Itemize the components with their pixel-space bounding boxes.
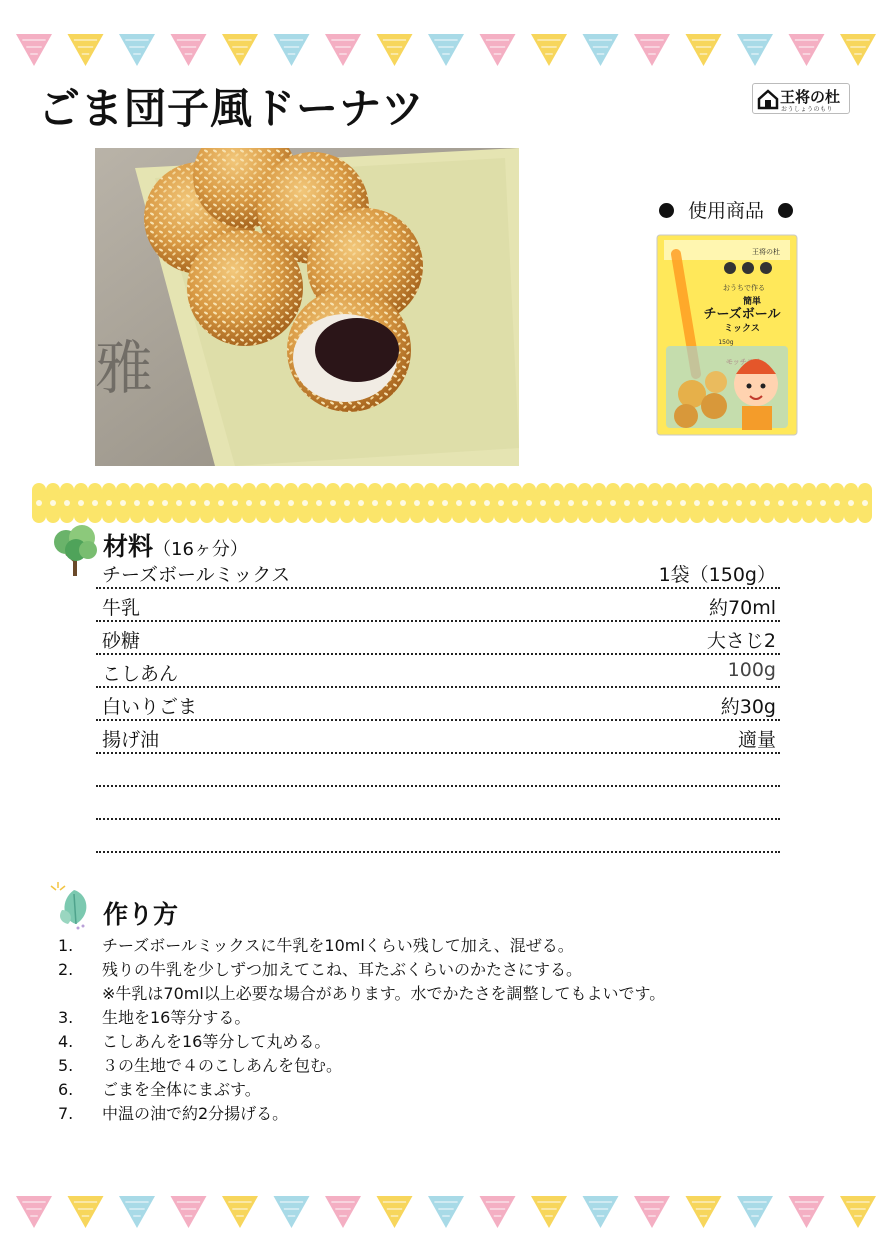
step-number: 6. bbox=[58, 1080, 74, 1099]
lace-scallop bbox=[46, 483, 60, 497]
svg-text:雅: 雅 bbox=[95, 334, 154, 402]
lace-scallop bbox=[774, 483, 788, 497]
pennant-flag bbox=[274, 1196, 310, 1228]
lace-scallop bbox=[228, 509, 242, 523]
lace-hole bbox=[554, 500, 560, 506]
lace-scallop bbox=[46, 509, 60, 523]
lace-scallop bbox=[214, 483, 228, 497]
pennant-flag bbox=[222, 34, 258, 66]
ingredient-amount: 大さじ2 bbox=[706, 630, 776, 652]
lace-scallop bbox=[494, 483, 508, 497]
lace-scallop bbox=[368, 483, 382, 497]
lace-scallop bbox=[424, 509, 438, 523]
lace-hole bbox=[610, 500, 616, 506]
lace-hole bbox=[512, 500, 518, 506]
lace-scallop bbox=[256, 483, 270, 497]
lace-scallop bbox=[480, 483, 494, 497]
step-item bbox=[58, 1030, 838, 1054]
product-package-image bbox=[656, 234, 798, 436]
ingredient-row-empty bbox=[96, 821, 780, 853]
lace-scallop bbox=[88, 509, 102, 523]
lace-scallop bbox=[74, 483, 88, 497]
ingredient-name: 牛乳 bbox=[102, 597, 141, 619]
lace-hole bbox=[190, 500, 196, 506]
lace-scallop bbox=[718, 509, 732, 523]
lace-hole bbox=[820, 500, 826, 506]
lace-scallop bbox=[186, 509, 200, 523]
lace-hole bbox=[442, 500, 448, 506]
logo-name: 王将の杜 bbox=[780, 88, 841, 106]
pennant-flag bbox=[171, 34, 207, 66]
lace-hole bbox=[260, 500, 266, 506]
lace-scallop bbox=[116, 509, 130, 523]
lace-hole bbox=[344, 500, 350, 506]
lace-scallop bbox=[32, 483, 46, 497]
lace-scallop bbox=[536, 483, 550, 497]
ingredient-amount: 1袋（150g） bbox=[658, 564, 776, 586]
brand-logo bbox=[752, 83, 850, 114]
lace-scallop bbox=[186, 483, 200, 497]
lace-hole bbox=[386, 500, 392, 506]
lace-scallop bbox=[564, 483, 578, 497]
lace-scallop bbox=[340, 483, 354, 497]
ingredient-row bbox=[96, 623, 780, 655]
lace-hole bbox=[778, 500, 784, 506]
ingredient-name: こしあん bbox=[102, 663, 179, 685]
lace-scallop bbox=[844, 483, 858, 497]
lace-scallop bbox=[382, 509, 396, 523]
lace-scallop bbox=[508, 483, 522, 497]
lace-scallop bbox=[326, 509, 340, 523]
lace-hole bbox=[78, 500, 84, 506]
lace-scallop bbox=[242, 509, 256, 523]
lace-scallop bbox=[858, 483, 872, 497]
pennant-flag bbox=[68, 1196, 104, 1228]
ingredient-row bbox=[96, 557, 780, 589]
lace-scallop bbox=[410, 509, 424, 523]
step-text: 残りの牛乳を少しずつ加えてこね、耳たぶくらいのかたさにする。 bbox=[102, 960, 583, 979]
lace-hole bbox=[106, 500, 112, 506]
lace-scallop bbox=[788, 483, 802, 497]
package-brand: 王将の杜 bbox=[752, 248, 780, 256]
ingredient-row bbox=[96, 722, 780, 754]
lace-hole bbox=[470, 500, 476, 506]
lace-hole bbox=[540, 500, 546, 506]
lace-hole bbox=[330, 500, 336, 506]
pennant-flag bbox=[480, 1196, 516, 1228]
lace-scallop bbox=[816, 483, 830, 497]
product-heading bbox=[646, 196, 806, 223]
bullet-dot-icon bbox=[778, 203, 793, 218]
pennant-banner-bottom bbox=[0, 1188, 886, 1238]
lace-hole bbox=[92, 500, 98, 506]
lace-hole bbox=[792, 500, 798, 506]
step-text: こしあんを16等分して丸める。 bbox=[102, 1032, 331, 1051]
lace-scallop bbox=[116, 483, 130, 497]
product-heading-text: 使用商品 bbox=[687, 200, 764, 222]
lace-band bbox=[32, 490, 872, 516]
lace-hole bbox=[134, 500, 140, 506]
house-icon bbox=[757, 88, 779, 110]
lace-scallop bbox=[242, 483, 256, 497]
lace-hole bbox=[64, 500, 70, 506]
lace-scallop bbox=[564, 509, 578, 523]
pennant-flag bbox=[16, 1196, 52, 1228]
lace-scallop bbox=[298, 483, 312, 497]
lace-scallop bbox=[270, 483, 284, 497]
lace-scallop bbox=[172, 509, 186, 523]
lace-scallop bbox=[88, 483, 102, 497]
lace-scallop bbox=[634, 483, 648, 497]
step-number: 7. bbox=[58, 1104, 74, 1123]
lace-hole bbox=[848, 500, 854, 506]
pennant-flag bbox=[480, 34, 516, 66]
lace-scallop bbox=[760, 483, 774, 497]
lace-scallop bbox=[144, 483, 158, 497]
pennant-flag bbox=[531, 34, 567, 66]
pennant-flag bbox=[325, 34, 361, 66]
pennant-flag bbox=[789, 1196, 825, 1228]
step-item bbox=[58, 1006, 838, 1030]
lace-scallop bbox=[438, 509, 452, 523]
lace-scallop bbox=[200, 483, 214, 497]
leaf-icon bbox=[48, 880, 96, 932]
step-text: ３の生地で４のこしあんを包む。 bbox=[102, 1056, 343, 1075]
ingredient-name: 揚げ油 bbox=[102, 729, 160, 751]
ingredient-row bbox=[96, 590, 780, 622]
lace-scallop bbox=[270, 509, 284, 523]
lace-hole bbox=[428, 500, 434, 506]
lace-hole bbox=[218, 500, 224, 506]
lace-hole bbox=[274, 500, 280, 506]
lace-hole bbox=[736, 500, 742, 506]
lace-scallop bbox=[732, 509, 746, 523]
ingredient-name: 白いりごま bbox=[102, 696, 198, 718]
lace-scallop bbox=[830, 509, 844, 523]
lace-scallop bbox=[522, 483, 536, 497]
lace-scallop bbox=[60, 483, 74, 497]
pennant-flag bbox=[119, 1196, 155, 1228]
lace-hole bbox=[806, 500, 812, 506]
lace-scallop bbox=[648, 483, 662, 497]
package-line2: 簡単 bbox=[742, 297, 762, 307]
method-heading: 作り方 bbox=[103, 900, 179, 929]
lace-hole bbox=[652, 500, 658, 506]
package-line1: おうちで作る bbox=[723, 284, 765, 292]
step-text: 中温の油で約2分揚げる。 bbox=[102, 1104, 289, 1123]
lace-hole bbox=[708, 500, 714, 506]
lace-hole bbox=[526, 500, 532, 506]
lace-scallop bbox=[32, 509, 46, 523]
lace-scallop bbox=[620, 509, 634, 523]
lace-hole bbox=[36, 500, 42, 506]
pennant-flag bbox=[634, 1196, 670, 1228]
pennant-flag bbox=[634, 34, 670, 66]
pennant-flag bbox=[325, 1196, 361, 1228]
lace-scallop bbox=[634, 509, 648, 523]
lace-hole bbox=[498, 500, 504, 506]
step-item bbox=[58, 1102, 838, 1126]
step-number: 5. bbox=[58, 1056, 74, 1075]
lace-scallop bbox=[578, 509, 592, 523]
lace-hole bbox=[162, 500, 168, 506]
lace-divider bbox=[32, 480, 872, 526]
page-title: ごま団子風ドーナツ bbox=[38, 84, 425, 133]
step-text: 生地を16等分する。 bbox=[102, 1008, 251, 1027]
lace-hole bbox=[176, 500, 182, 506]
lace-scallop bbox=[452, 483, 466, 497]
lace-scallop bbox=[354, 509, 368, 523]
lace-scallop bbox=[214, 509, 228, 523]
lace-hole bbox=[288, 500, 294, 506]
lace-scallop bbox=[606, 483, 620, 497]
pennant-banner-top bbox=[0, 26, 886, 76]
lace-scallop bbox=[746, 509, 760, 523]
lace-scallop bbox=[326, 483, 340, 497]
lace-scallop bbox=[676, 509, 690, 523]
lace-scallop bbox=[704, 509, 718, 523]
lace-scallop bbox=[816, 509, 830, 523]
lace-scallop bbox=[256, 509, 270, 523]
step-text: ごまを全体にまぶす。 bbox=[102, 1080, 261, 1099]
lace-hole bbox=[204, 500, 210, 506]
lace-scallop bbox=[606, 509, 620, 523]
ingredient-amount: 100g bbox=[727, 659, 776, 681]
lace-scallop bbox=[368, 509, 382, 523]
lace-scallop bbox=[718, 483, 732, 497]
lace-scallop bbox=[788, 509, 802, 523]
ingredient-name: 砂糖 bbox=[102, 630, 141, 652]
ingredient-list bbox=[96, 557, 780, 854]
lace-hole bbox=[666, 500, 672, 506]
lace-hole bbox=[50, 500, 56, 506]
lace-scallop bbox=[312, 509, 326, 523]
pennant-flag bbox=[377, 34, 413, 66]
bullet-dot-icon bbox=[659, 203, 674, 218]
pennant-flag bbox=[171, 1196, 207, 1228]
lace-scallop bbox=[298, 509, 312, 523]
pennant-flag bbox=[737, 1196, 773, 1228]
step-number: 2. bbox=[58, 960, 74, 979]
step-item bbox=[58, 1078, 838, 1102]
lace-hole bbox=[316, 500, 322, 506]
pennant-flag bbox=[531, 1196, 567, 1228]
logo-subtitle: おうしょうのもり bbox=[781, 106, 834, 113]
ingredient-amount: 約70ml bbox=[709, 597, 776, 619]
lace-hole bbox=[596, 500, 602, 506]
pennant-flag bbox=[686, 1196, 722, 1228]
lace-hole bbox=[694, 500, 700, 506]
ingredient-amount: 適量 bbox=[737, 729, 776, 751]
ingredient-row bbox=[96, 689, 780, 721]
lace-scallop bbox=[536, 509, 550, 523]
lace-scallop bbox=[690, 483, 704, 497]
lace-scallop bbox=[452, 509, 466, 523]
lace-scallop bbox=[466, 483, 480, 497]
lace-scallop bbox=[60, 509, 74, 523]
lace-scallop bbox=[578, 483, 592, 497]
lace-scallop bbox=[424, 483, 438, 497]
pennant-flag bbox=[222, 1196, 258, 1228]
lace-scallop bbox=[494, 509, 508, 523]
lace-scallop bbox=[732, 483, 746, 497]
lace-scallop bbox=[102, 509, 116, 523]
step-number: 4. bbox=[58, 1032, 74, 1051]
method-steps bbox=[58, 934, 838, 1126]
lace-hole bbox=[484, 500, 490, 506]
pennant-flag bbox=[16, 34, 52, 66]
lace-hole bbox=[372, 500, 378, 506]
lace-hole bbox=[582, 500, 588, 506]
lace-hole bbox=[638, 500, 644, 506]
lace-scallop bbox=[130, 483, 144, 497]
lace-hole bbox=[400, 500, 406, 506]
pennant-flag bbox=[119, 34, 155, 66]
ingredient-amount: 約30g bbox=[720, 696, 776, 718]
lace-hole bbox=[246, 500, 252, 506]
lace-hole bbox=[624, 500, 630, 506]
pennant-flag bbox=[840, 34, 876, 66]
dish-photo bbox=[95, 148, 519, 466]
lace-scallop bbox=[158, 509, 172, 523]
lace-scallop bbox=[522, 509, 536, 523]
ingredient-name: チーズボールミックス bbox=[102, 564, 291, 586]
servings: （16ヶ分） bbox=[153, 539, 248, 560]
lace-hole bbox=[750, 500, 756, 506]
pennant-flag bbox=[428, 34, 464, 66]
lace-scallop bbox=[312, 483, 326, 497]
step-item bbox=[58, 958, 838, 982]
lace-scallop bbox=[158, 483, 172, 497]
lace-hole bbox=[680, 500, 686, 506]
lace-scallop bbox=[438, 483, 452, 497]
package-name2: ミックス bbox=[724, 324, 760, 334]
pennant-flag bbox=[377, 1196, 413, 1228]
lace-hole bbox=[414, 500, 420, 506]
lace-scallop bbox=[802, 483, 816, 497]
lace-hole bbox=[456, 500, 462, 506]
lace-scallop bbox=[662, 483, 676, 497]
ingredient-row-empty bbox=[96, 788, 780, 820]
lace-scallop bbox=[704, 483, 718, 497]
lace-scallop bbox=[844, 509, 858, 523]
lace-scallop bbox=[746, 483, 760, 497]
lace-scallop bbox=[466, 509, 480, 523]
lace-scallop bbox=[144, 509, 158, 523]
step-item bbox=[58, 934, 838, 958]
step-note bbox=[58, 982, 838, 1006]
step-number: 1. bbox=[58, 936, 74, 955]
pennant-flag bbox=[274, 34, 310, 66]
lace-scallop bbox=[396, 483, 410, 497]
package-weight: 150g bbox=[718, 339, 734, 346]
step-text: チーズボールミックスに牛乳を10mlくらい残して加え、混ぜる。 bbox=[102, 936, 574, 955]
lace-scallop bbox=[284, 509, 298, 523]
pennant-flag bbox=[583, 1196, 619, 1228]
step-text: ※牛乳は70ml以上必要な場合があります。水でかたさを調整してもよいです。 bbox=[102, 984, 666, 1003]
pennant-flag bbox=[737, 34, 773, 66]
lace-scallop bbox=[550, 509, 564, 523]
lace-scallop bbox=[592, 483, 606, 497]
lace-scallop bbox=[648, 509, 662, 523]
lace-scallop bbox=[354, 483, 368, 497]
lace-hole bbox=[862, 500, 868, 506]
lace-scallop bbox=[802, 509, 816, 523]
lace-scallop bbox=[550, 483, 564, 497]
lace-scallop bbox=[200, 509, 214, 523]
lace-hole bbox=[302, 500, 308, 506]
package-name: チーズボール bbox=[703, 307, 781, 322]
pennant-flag bbox=[686, 34, 722, 66]
lace-scallop bbox=[774, 509, 788, 523]
pennant-flag bbox=[583, 34, 619, 66]
lace-scallop bbox=[662, 509, 676, 523]
ingredient-row bbox=[96, 656, 780, 688]
lace-scallop bbox=[340, 509, 354, 523]
lace-scallop bbox=[382, 483, 396, 497]
lace-hole bbox=[232, 500, 238, 506]
pennant-flag bbox=[428, 1196, 464, 1228]
lace-scallop bbox=[74, 509, 88, 523]
lace-hole bbox=[358, 500, 364, 506]
lace-scallop bbox=[172, 483, 186, 497]
lace-scallop bbox=[676, 483, 690, 497]
lace-scallop bbox=[396, 509, 410, 523]
lace-scallop bbox=[830, 483, 844, 497]
lace-hole bbox=[722, 500, 728, 506]
lace-scallop bbox=[592, 509, 606, 523]
tree-icon bbox=[50, 522, 100, 578]
lace-hole bbox=[568, 500, 574, 506]
lace-scallop bbox=[410, 483, 424, 497]
lace-hole bbox=[148, 500, 154, 506]
lace-scallop bbox=[858, 509, 872, 523]
lace-scallop bbox=[480, 509, 494, 523]
pennant-flag bbox=[789, 34, 825, 66]
lace-scallop bbox=[760, 509, 774, 523]
step-number: 3. bbox=[58, 1008, 74, 1027]
pennant-flag bbox=[68, 34, 104, 66]
step-item bbox=[58, 1054, 838, 1078]
lace-hole bbox=[764, 500, 770, 506]
lace-scallop bbox=[102, 483, 116, 497]
ingredients-title: 材料 bbox=[103, 532, 154, 561]
lace-scallop bbox=[130, 509, 144, 523]
lace-scallop bbox=[508, 509, 522, 523]
pennant-flag bbox=[840, 1196, 876, 1228]
lace-scallop bbox=[228, 483, 242, 497]
lace-scallop bbox=[284, 483, 298, 497]
lace-hole bbox=[120, 500, 126, 506]
ingredient-row-empty bbox=[96, 755, 780, 787]
lace-hole bbox=[834, 500, 840, 506]
lace-scallop bbox=[620, 483, 634, 497]
lace-scallop bbox=[690, 509, 704, 523]
